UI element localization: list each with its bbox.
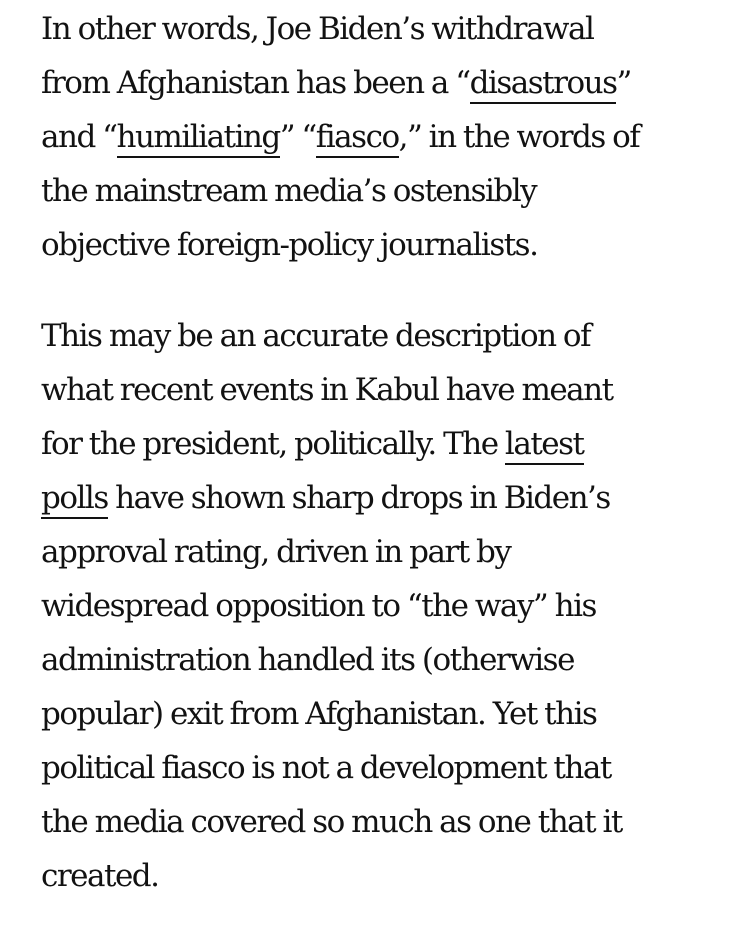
text-line	[41, 471, 750, 525]
text-segment: and “	[41, 119, 117, 155]
text-segment: ” “	[279, 119, 316, 155]
text-line	[41, 741, 750, 795]
text-line	[41, 2, 750, 56]
text-segment: created.	[41, 858, 159, 894]
text-line	[41, 164, 750, 218]
disastrous-link[interactable]: disastrous	[470, 65, 617, 104]
text-segment: widespread opposition to “the way” his	[41, 588, 596, 624]
text-segment: ”	[616, 65, 631, 101]
text-segment: for the president, politically. The	[41, 426, 505, 462]
paragraph-2	[41, 309, 750, 903]
latest-polls-link[interactable]: polls	[41, 480, 108, 519]
text-line	[41, 363, 750, 417]
text-segment: have shown sharp drops in Biden’s	[107, 480, 610, 516]
text-line	[41, 525, 750, 579]
text-segment: from Afghanistan has been a “	[41, 65, 470, 101]
text-segment: ,” in the words of	[398, 119, 640, 155]
text-segment: the media covered so much as one that it	[41, 804, 622, 840]
text-segment: popular) exit from Afghanistan. Yet this	[41, 696, 597, 732]
paragraph-1	[41, 2, 750, 272]
text-segment: approval rating, driven in part by	[41, 534, 511, 570]
text-line	[41, 56, 750, 110]
humiliating-link[interactable]: humiliating	[117, 119, 280, 158]
text-segment: In other words, Joe Biden’s withdrawal	[41, 11, 594, 47]
text-line	[41, 849, 750, 903]
text-segment: This may be an accurate description of	[41, 318, 591, 354]
text-segment: what recent events in Kabul have meant	[41, 372, 613, 408]
text-segment: administration handled its (otherwise	[41, 642, 574, 678]
latest-polls-link[interactable]: latest	[505, 426, 584, 465]
text-segment: the mainstream media’s ostensibly	[41, 173, 537, 209]
text-line	[41, 633, 750, 687]
text-segment: objective foreign-policy journalists.	[41, 227, 538, 263]
text-line	[41, 795, 750, 849]
text-segment: political fiasco is not a development that	[41, 750, 611, 786]
text-line	[41, 309, 750, 363]
fiasco-link[interactable]: fiasco	[316, 119, 399, 158]
text-line	[41, 417, 750, 471]
text-line	[41, 579, 750, 633]
text-line	[41, 218, 750, 272]
text-line	[41, 687, 750, 741]
text-line	[41, 110, 750, 164]
